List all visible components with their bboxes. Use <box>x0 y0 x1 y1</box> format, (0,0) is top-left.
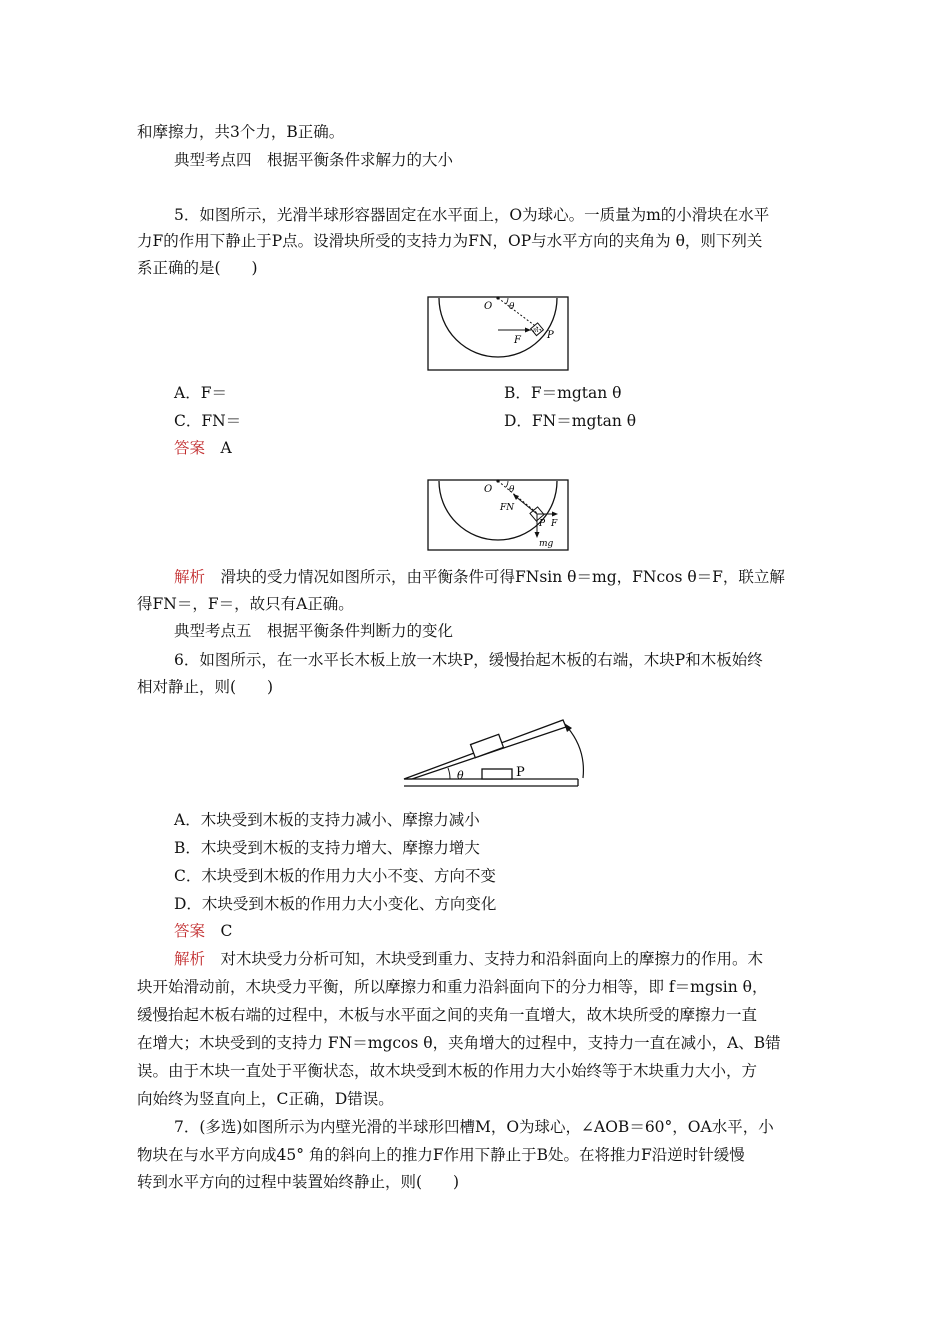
figure-label-theta: θ <box>509 485 515 495</box>
figure-label-f: F <box>514 335 521 346</box>
figure-label-p: P <box>516 765 525 780</box>
option-5-d: D．FN＝mgtan θ <box>504 412 637 430</box>
question-5-line-2: 力F的作用下静止于P点。设滑块所受的支持力为FN，OP与水平方向的夹角为 θ，则下列关 <box>137 232 763 250</box>
question-5-line-3: 系正确的是( ) <box>137 259 258 277</box>
figure-label-o: O <box>484 484 493 495</box>
option-6-c: C．木块受到木板的作用力大小不变、方向不变 <box>174 867 496 885</box>
figure-label-o: O <box>484 301 493 312</box>
figure-label-p: P <box>539 519 546 529</box>
option-6-d: D．木块受到木板的作用力大小变化、方向变化 <box>174 895 497 913</box>
figure-label-fn: FN <box>500 503 515 513</box>
answer-label: 答案 <box>174 439 206 457</box>
analysis-6-line-1 <box>174 949 763 969</box>
section-heading: 典型考点四 根据平衡条件求解力的大小 <box>174 151 454 169</box>
option-5-c: C．FN＝ <box>174 412 242 430</box>
answer-5 <box>174 438 232 458</box>
analysis-6-line-3: 缓慢抬起木板右端的过程中，木板与水平面之间的夹角一直增大，故木块所受的摩擦力一直 <box>137 1006 758 1024</box>
question-7-line-3: 转到水平方向的过程中装置始终静止，则( ) <box>137 1173 460 1191</box>
analysis-6-line-5: 误。由于木块一直处于平衡状态，故木块受到木板的作用力大小始终等于木块重力大小，方 <box>137 1062 758 1080</box>
figure-label-f: F <box>551 519 558 529</box>
section-heading: 典型考点五 根据平衡条件判断力的变化 <box>174 622 454 640</box>
question-7-line-1: 7．(多选)如图所示为内壁光滑的半球形凹槽M，O为球心，∠AOB＝60°，OA水平，小 <box>174 1118 774 1136</box>
analysis-6-line-6: 向始终为竖直向上，C正确，D错误。 <box>137 1090 394 1108</box>
option-6-b: B．木块受到木板的支持力增大、摩擦力增大 <box>174 839 480 857</box>
question-6-line-1: 6．如图所示，在一水平长木板上放一木块P，缓慢抬起木板的右端，木块P和木板始终 <box>174 651 763 669</box>
figure-label-mg: mg <box>539 539 554 549</box>
question-6-line-2: 相对静止，则( ) <box>137 678 274 696</box>
figure-label-m: m <box>533 327 539 334</box>
analysis-5-line-1 <box>174 567 785 587</box>
analysis-label: 解析 <box>174 950 206 968</box>
figure-label-theta: θ <box>509 302 515 312</box>
figure-force-analysis <box>418 473 578 553</box>
option-5-a: A．F＝ <box>174 384 227 402</box>
answer-label: 答案 <box>174 922 206 940</box>
analysis-text: 对木块受力分析可知，木块受到重力、支持力和沿斜面向上的摩擦力的作用。木 <box>220 950 764 968</box>
option-6-a: A．木块受到木板的支持力减小、摩擦力减小 <box>174 811 480 829</box>
analysis-6-line-4: 在增大；木块受到的支持力 FN＝mgcos θ，夹角增大的过程中，支持力一直在减小，A、B错 <box>137 1034 781 1052</box>
figure-hemisphere-container <box>418 290 578 375</box>
option-5-b: B．F＝mgtan θ <box>504 384 622 402</box>
figure-label-theta: θ <box>457 769 464 782</box>
answer-value: C <box>220 922 233 940</box>
question-7-line-2: 物块在与水平方向成45° 角的斜向上的推力F作用下静止于B处。在将推力F沿逆时针缓慢 <box>137 1146 745 1164</box>
answer-6 <box>174 921 232 941</box>
figure-label-p: P <box>547 330 554 341</box>
text-line: 和摩擦力，共3个力，B正确。 <box>137 123 345 141</box>
analysis-label: 解析 <box>174 568 206 586</box>
analysis-6-line-2: 块开始滑动前，木块受力平衡，所以摩擦力和重力沿斜面向下的分力相等，即 f＝mgsin θ， <box>137 978 768 996</box>
figure-inclined-board <box>386 703 601 808</box>
analysis-text: 滑块的受力情况如图所示，由平衡条件可得FNsin θ＝mg，FNcos θ＝F，联立解 <box>220 568 785 586</box>
answer-value: A <box>220 439 232 457</box>
analysis-5-line-2: 得FN＝，F＝，故只有A正确。 <box>137 595 354 613</box>
question-5-line-1: 5．如图所示，光滑半球形容器固定在水平面上，O为球心。一质量为m的小滑块在水平 <box>174 206 770 224</box>
